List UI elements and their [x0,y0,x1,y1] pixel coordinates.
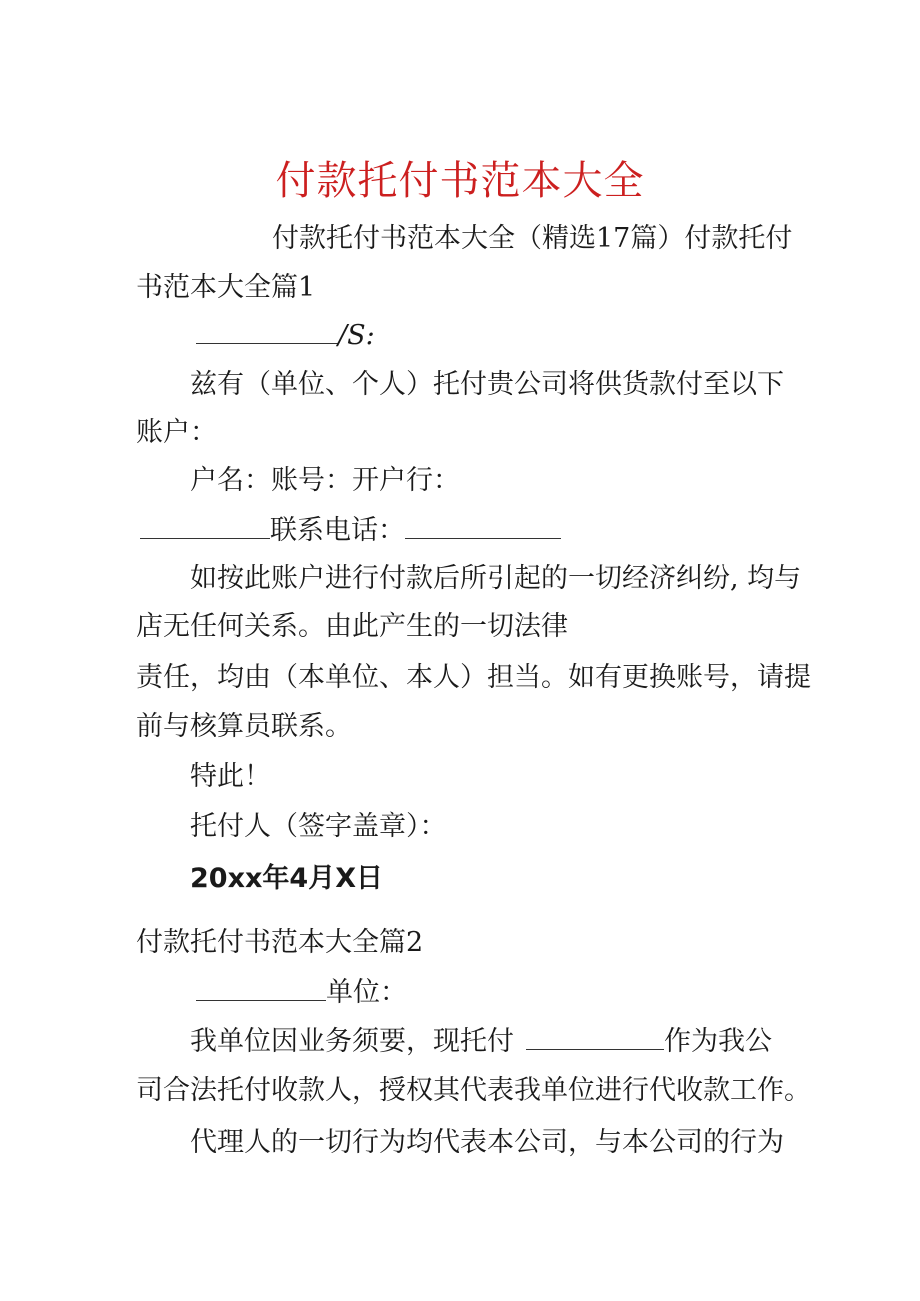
unit-line [196,976,407,1010]
signer-line: 托付人（签字盖章）： [190,811,447,842]
unit-label: 单位： [326,977,407,1008]
intro-line-1: 付款托付书范本大全（精选17篇）付款托付 [272,223,793,254]
section-2-paragraph-2-line-1: 代理人的一切行为均代表本公司，与本公司的行为 [190,1127,784,1158]
phone-blank [405,516,561,539]
recipient-blank [196,321,338,344]
salutation-suffix: /S: [338,320,375,351]
paragraph-2-line-1: 如按此账户进行付款后所引起的一切经济纠纷, 均与 [190,563,802,594]
entrust-text: 我单位因业务须要，现托付 [190,1026,514,1057]
intro-line-2: 书范本大全篇1 [136,272,316,303]
paragraph-2-line-2: 店无任何关系。由此产生的一切法律 [136,611,568,642]
paragraph-1-line-1: 兹有（单位、个人）托付贵公司将供货款付至以下 [190,369,784,400]
date-line: 20xx年4月X日 [190,863,384,894]
paragraph-2-line-3: 责任，均由（本单位、本人）担当。如有更换账号，请提 [136,662,811,693]
document-title: 付款托付书范本大全 [275,158,645,204]
unit-blank [196,978,326,1001]
account-fields: 户名：账号：开户行： [190,465,460,496]
payee-blank [526,1027,664,1050]
as-company-text: 作为我公 [664,1026,772,1057]
phone-label: 联系电话： [270,515,405,546]
phone-line [140,514,561,548]
salutation-line [196,319,375,353]
paragraph-2-line-4: 前与核算员联系。 [136,711,352,742]
paragraph-1-line-2: 账户： [136,417,217,448]
account-blank [140,516,270,539]
section-2-paragraph-1-line-1 [190,1025,772,1059]
closing-text: 特此！ [190,761,271,792]
section-2-paragraph-1-line-2: 司合法托付收款人，授权其代表我单位进行代收款工作。 [136,1075,811,1106]
section-2-heading: 付款托付书范本大全篇2 [136,927,424,958]
